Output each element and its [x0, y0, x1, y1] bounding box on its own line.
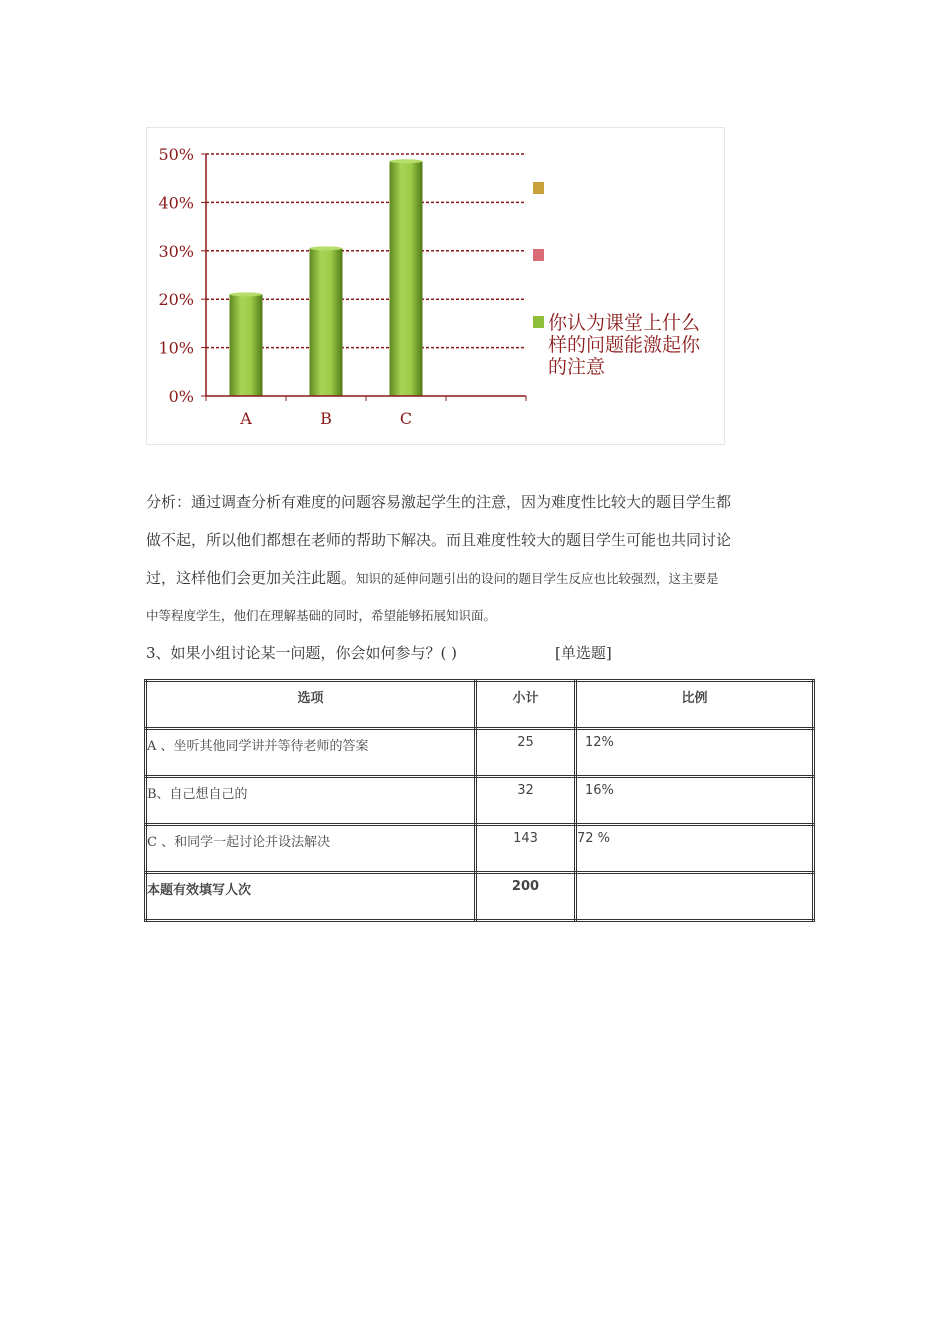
table-total-row — [146, 873, 814, 921]
question-text: 3、如果小组讨论某一问题，你会如何参与？( ) — [146, 644, 458, 662]
bar — [230, 294, 263, 396]
row-option: B、自己想自己的 — [146, 777, 476, 825]
legend-swatch — [533, 316, 544, 328]
header-ratio: 比例 — [576, 681, 814, 729]
legend-label: 你认为课堂上什么 — [548, 312, 701, 334]
bar-top — [310, 246, 343, 250]
analysis-line-3 — [146, 567, 806, 588]
table-row — [146, 729, 814, 777]
x-tick-label: A — [240, 409, 252, 428]
table-row — [146, 825, 814, 873]
row-ratio: 72 % — [576, 825, 814, 873]
analysis-line-4: 中等程度学生，他们在理解基础的同时，希望能够拓展知识面。 — [146, 608, 497, 623]
y-tick-label: 50% — [158, 145, 194, 164]
y-tick-label: 40% — [158, 193, 194, 213]
row-ratio: 16% — [576, 777, 814, 825]
row-count: 143 — [476, 825, 576, 873]
bar — [390, 161, 423, 396]
analysis-line-3-main: 过，这样他们会更加关注此题。 — [146, 569, 357, 587]
results-table — [144, 679, 815, 922]
y-tick-label: 10% — [158, 338, 194, 358]
legend-swatch — [533, 249, 544, 261]
question-title — [146, 642, 612, 663]
header-count: 小计 — [476, 681, 576, 729]
question-type: [单选题] — [555, 644, 612, 662]
header-option: 选项 — [146, 681, 476, 729]
analysis-line-3-note: 知识的延伸问题引出的设问的题目学生反应也比较强烈，这主要是 — [356, 571, 719, 586]
row-option: A 、坐听其他同学讲并等待老师的答案 — [146, 729, 476, 777]
row-count: 32 — [476, 777, 576, 825]
bar-top — [230, 292, 263, 296]
y-tick-label: 30% — [158, 241, 194, 261]
total-ratio — [576, 873, 814, 921]
legend-swatch — [533, 182, 544, 194]
bar — [310, 248, 343, 396]
legend-label: 样的问题能激起你 — [548, 334, 701, 356]
y-tick-label: 20% — [158, 290, 194, 310]
analysis-line-1: 分析：通过调查分析有难度的问题容易激起学生的注意，因为难度性比较大的题目学生都 — [146, 493, 732, 511]
x-tick-label: B — [320, 409, 332, 428]
bar-chart — [146, 127, 725, 445]
x-tick-label: C — [399, 409, 413, 428]
row-ratio: 12% — [576, 729, 814, 777]
row-count: 25 — [476, 729, 576, 777]
chart-canvas — [147, 128, 724, 444]
bar-top — [390, 159, 423, 163]
table-row — [146, 777, 814, 825]
total-label: 本题有效填写人次 — [146, 873, 476, 921]
y-tick-label: 0% — [168, 387, 194, 406]
total-count: 200 — [476, 873, 576, 921]
row-option: C 、和同学一起讨论并设法解决 — [146, 825, 476, 873]
table-header-row — [146, 681, 814, 729]
legend-label: 的注意 — [548, 356, 606, 378]
analysis-line-2: 做不起，所以他们都想在老师的帮助下解决。而且难度性较大的题目学生可能也共同讨论 — [146, 531, 732, 549]
